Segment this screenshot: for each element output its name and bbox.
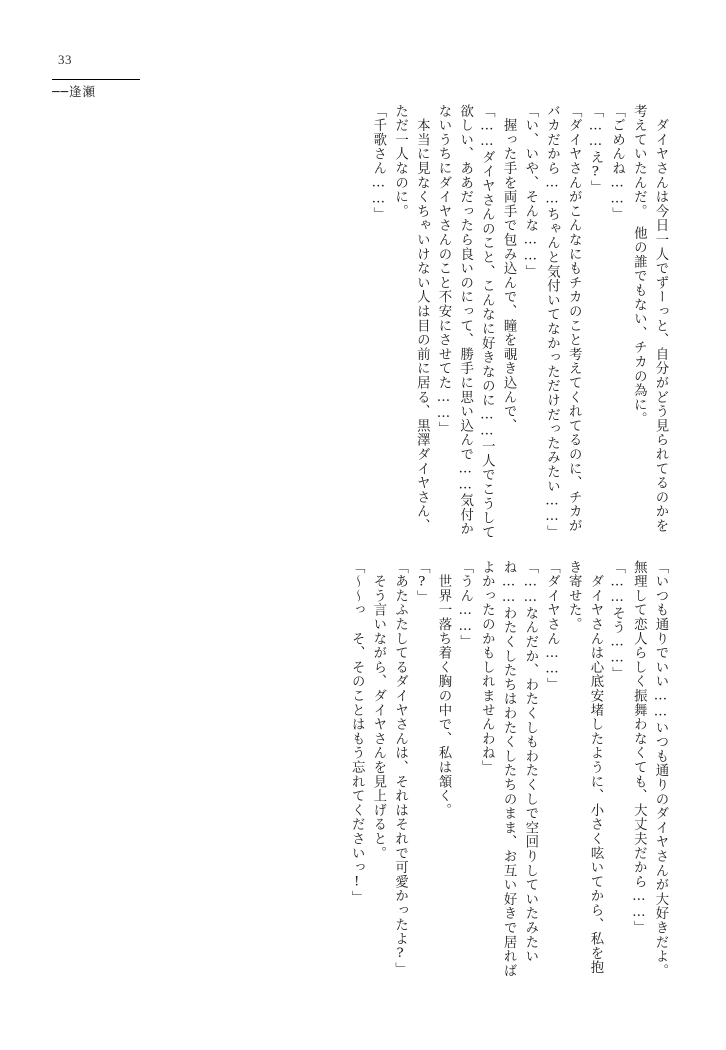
- paragraph: 「うん……」: [457, 560, 473, 649]
- paragraph: 「……なんだか、わたくしもわたくしで空回りしていたみたいね……わたくしたちはわたくしたちのまま、お互い好きで居ればよかったのかもしれませんわね」: [479, 560, 538, 978]
- header-rule: [52, 79, 140, 80]
- paragraph: 本当に見なくちゃいけない人は目の前に居る、黒澤ダイヤさん、ただ一人なのに。: [392, 104, 430, 533]
- page-number: 33: [58, 52, 72, 67]
- paragraph: ダイヤさんは心底安堵したように、小さく呟いてから、私を抱き寄せた。: [566, 560, 603, 975]
- paragraph: 世界一落ち着く胸の中で、私は頷く。: [435, 560, 451, 818]
- paragraph: そう言いながら、ダイヤさんを見上げると。: [370, 560, 386, 861]
- paragraph: 「い、いや、そんな……」: [522, 104, 538, 279]
- paragraph: 「ダイヤさんがこんなにもチカのこと考えてくれてるのに、チカがバカだから……ちゃんと気付いてなかっただけだったみたい……」: [544, 104, 582, 540]
- paragraph: 「?」: [414, 560, 430, 605]
- body-text-block-two: [71, 560, 671, 986]
- paragraph: 「ダイヤさん……」: [544, 560, 560, 692]
- paragraph: 「……え?」: [587, 104, 603, 195]
- paragraph: ダイヤさんは今日一人でずーっと、自分がどう見られてるのかを考えていたんだ。 他の誰でもない、チカの為に。: [631, 104, 668, 533]
- paragraph: 「……そう……」: [609, 560, 625, 681]
- paragraph: 「あたふたしてるダイヤさんは、それはそれで可愛かったよ?」: [392, 560, 408, 977]
- paragraph: 「〜〜っ そ、そのことはもう忘れてくださいっ!」: [349, 560, 365, 905]
- paragraph: 握った手を両手で包み込んで、瞳を覗き込んで、: [501, 104, 517, 433]
- paragraph: 「ごめんね……」: [609, 104, 625, 222]
- paragraph: 「……ダイヤさんのこと、こんなに好きなのに……一人でこうして欲しい、ああだったら良いのにって、勝手に思い込んで……気付かないうちにダイヤさんのこと不安にさせてた……」: [435, 104, 495, 540]
- paragraph: 「いつも通りでいい……いつも通りのダイヤさんが大好きだよ。 無理して恋人らしく振舞わなくても、大丈夫だから……」: [631, 560, 668, 986]
- paragraph: 「千歌さん……」: [370, 104, 386, 222]
- body-text-block-one: [71, 104, 671, 544]
- running-head: ──逢瀬: [52, 84, 97, 99]
